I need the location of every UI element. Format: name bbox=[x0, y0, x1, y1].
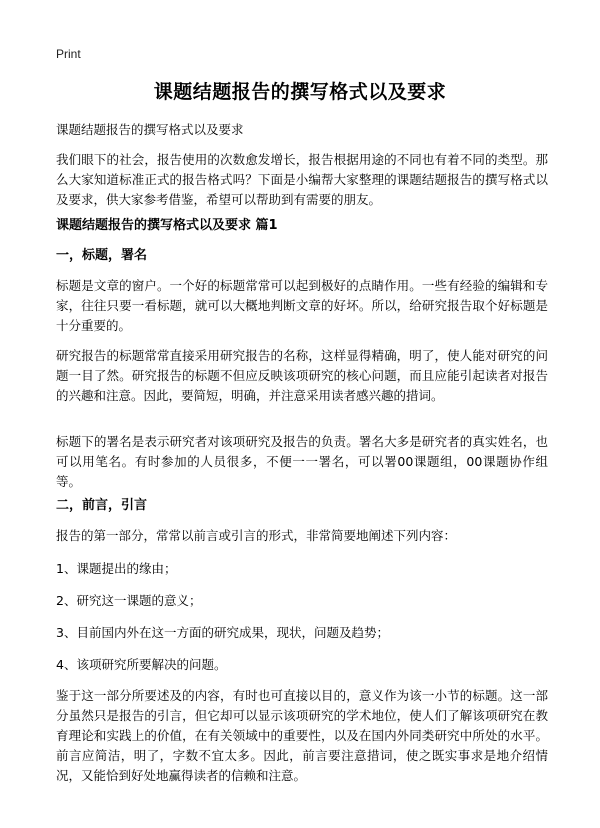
list-item-4: 4、该项研究所要解决的问题。 bbox=[56, 657, 227, 672]
section1-paragraph-2: 研究报告的标题常常直接采用研究报告的名称，这样显得精确，明了，使人能对研究的问题一目了然。研究报告的标题不但应反映该项研究的核心问题，而且应能引起读者对报告的兴趣和注意。因此，要简短，明确，并注意采用读者感兴趣的措词。 bbox=[56, 348, 548, 403]
section2-heading: 二，前言，引言 bbox=[56, 498, 148, 513]
document-subtitle: 课题结题报告的撰写格式以及要求 bbox=[56, 122, 244, 137]
print-link[interactable]: Print bbox=[56, 47, 81, 61]
section2-paragraph-1: 报告的第一部分，常常以前言或引言的形式，非常简要地阐述下列内容： bbox=[56, 528, 457, 543]
section1-paragraph-3: 标题下的署名是表示研究者对该项研究及报告的负责。署名大多是研究者的真实姓名，也可以用笔名。有时参加的人员很多，不便一一署名，可以署00课题组，00课题协作组等。 bbox=[56, 434, 548, 489]
section1-heading: 一，标题，署名 bbox=[56, 248, 148, 263]
section2-paragraph-2: 鉴于这一部分所要述及的内容，有时也可直接以目的，意义作为该一小节的标题。这一部分虽然只是报告的引言，但它却可以显示该项研究的学术地位，使人们了解该项研究在教育理论和实践上的价值，在有关领域中的重要性，以及在国内外同类研究中所处的水平。前言应简洁，明了，字数不宜太多。因此，前言要注意措词，使之既实事求是地介绍情况，又能恰到好处地赢得读者的信赖和注意。 bbox=[56, 688, 548, 783]
intro-paragraph: 我们眼下的社会，报告使用的次数愈发增长，报告根据用途的不同也有着不同的类型。那么大家知道标准正式的报告格式吗？下面是小编帮大家整理的课题结题报告的撰写格式以及要求，供大家参考借鉴，希望可以帮助到有需要的朋友。 bbox=[56, 152, 548, 207]
list-item-2: 2、研究这一课题的意义； bbox=[56, 593, 202, 608]
list-item-1: 1、课题提出的缘由； bbox=[56, 561, 177, 576]
article-heading: 课题结题报告的撰写格式以及要求 篇1 bbox=[56, 218, 278, 233]
page-title: 课题结题报告的撰写格式以及要求 bbox=[153, 81, 447, 103]
section1-paragraph-1: 标题是文章的窗户。一个好的标题常常可以起到极好的点睛作用。一些有经验的编辑和专家，往往只要一看标题，就可以大概地判断文章的好坏。所以，给研究报告取个好标题是十分重要的。 bbox=[56, 278, 548, 333]
list-item-3: 3、目前国内外在这一方面的研究成果，现状，问题及趋势； bbox=[56, 625, 389, 640]
